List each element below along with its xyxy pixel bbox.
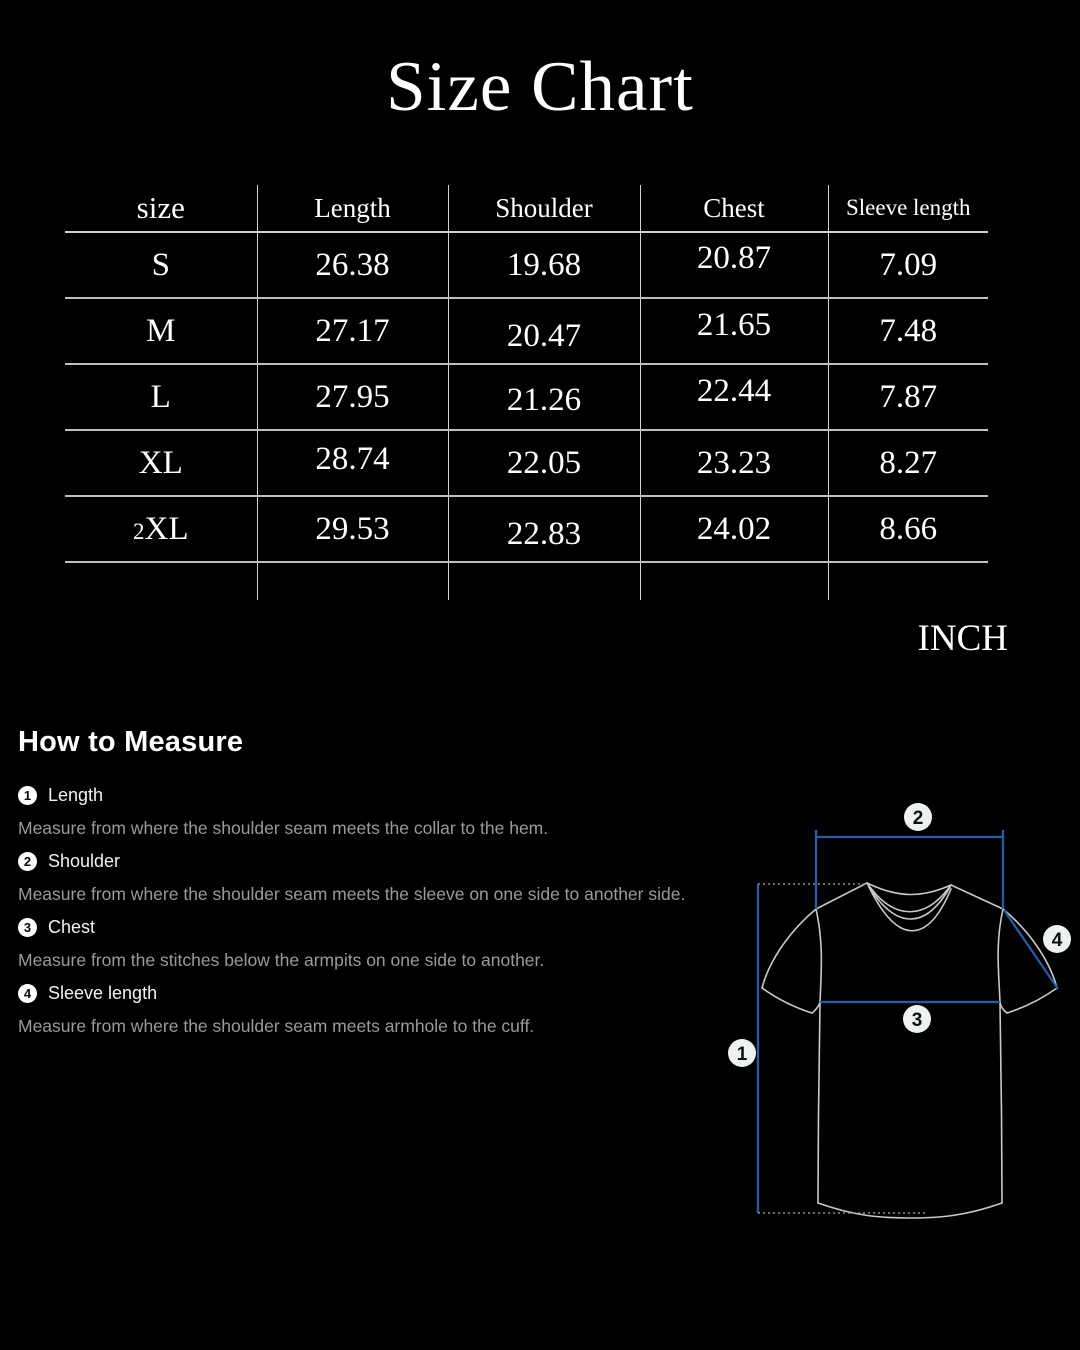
chest-cell: 23.23: [640, 430, 828, 496]
length-cell: 27.17: [257, 298, 448, 364]
shoulder-cell: 19.68: [448, 232, 640, 298]
table-row-2xl: [65, 496, 988, 562]
number-1-badge-icon: 1: [18, 786, 37, 805]
column-header-sleeve-length: Sleeve length: [828, 185, 988, 232]
measure-item-sleeve-length: [18, 983, 718, 1003]
chest-cell: 20.87: [640, 232, 828, 298]
table-bottom-spacer: [65, 562, 988, 600]
marker-2: [904, 803, 932, 831]
column-header-shoulder: Shoulder: [448, 185, 640, 232]
size-cell: M: [65, 298, 257, 364]
size-cell: 2XL: [65, 496, 257, 562]
column-header-size: size: [65, 185, 257, 232]
unit-label: INCH: [917, 618, 1008, 659]
size-cell: S: [65, 232, 257, 298]
measure-item-chest: [18, 917, 718, 937]
measure-item-label: Shoulder: [48, 850, 121, 871]
measure-item-description: Measure from where the shoulder seam meets the sleeve on one side to another side.: [18, 884, 686, 904]
size-table-header-row: [65, 185, 988, 232]
measure-item-description: Measure from where the shoulder seam meets armhole to the cuff.: [18, 1016, 535, 1036]
shoulder-cell: 22.05: [448, 430, 640, 496]
length-cell: 27.95: [257, 364, 448, 430]
measure-item-label: Length: [48, 784, 104, 805]
table-row-s: [65, 232, 988, 298]
chest-cell: 21.65: [640, 298, 828, 364]
table-row-xl: [65, 430, 988, 496]
chest-cell: 24.02: [640, 496, 828, 562]
how-to-measure-section: [18, 726, 718, 1049]
tshirt-measurement-diagram: [710, 778, 1080, 1246]
marker-1-number: 1: [736, 1044, 748, 1065]
length-cell: 26.38: [257, 232, 448, 298]
shoulder-cell: 21.26: [448, 364, 640, 430]
number-2-badge-icon: 2: [18, 852, 37, 871]
table-row-m: [65, 298, 988, 364]
measure-item-label: Chest: [48, 916, 96, 937]
size-cell: XL: [65, 430, 257, 496]
tshirt-outline: [762, 883, 1057, 1218]
measure-item-shoulder: [18, 851, 718, 871]
number-3-badge-icon: 3: [18, 918, 37, 937]
length-cell: 29.53: [257, 496, 448, 562]
marker-1: [728, 1039, 756, 1067]
measure-item-label: Sleeve length: [48, 982, 158, 1003]
shoulder-cell: 20.47: [448, 298, 640, 364]
column-header-chest: Chest: [640, 185, 828, 232]
chest-cell: 22.44: [640, 364, 828, 430]
sleeve-length-cell: 7.09: [828, 232, 988, 298]
measure-item-description: Measure from where the shoulder seam meets the collar to the hem.: [18, 818, 549, 838]
size-table: [65, 185, 988, 600]
number-4-badge-icon: 4: [18, 984, 37, 1003]
marker-4: [1043, 925, 1071, 953]
column-header-length: Length: [257, 185, 448, 232]
measure-item-description: Measure from the stitches below the armpits on one side to another.: [18, 950, 545, 970]
shoulder-cell: 22.83: [448, 496, 640, 562]
marker-4-number: 4: [1051, 930, 1063, 951]
length-cell: 28.74: [257, 430, 448, 496]
sleeve-length-cell: 7.48: [828, 298, 988, 364]
sleeve-length-cell: 8.66: [828, 496, 988, 562]
measure-item-length: [18, 785, 718, 805]
page-title: Size Chart: [386, 48, 694, 126]
how-to-measure-heading: How to Measure: [18, 726, 244, 758]
marker-3: [903, 1005, 931, 1033]
sleeve-length-cell: 7.87: [828, 364, 988, 430]
table-row-l: [65, 364, 988, 430]
marker-3-number: 3: [911, 1010, 923, 1031]
sleeve-length-cell: 8.27: [828, 430, 988, 496]
size-cell: L: [65, 364, 257, 430]
marker-2-number: 2: [912, 808, 924, 829]
